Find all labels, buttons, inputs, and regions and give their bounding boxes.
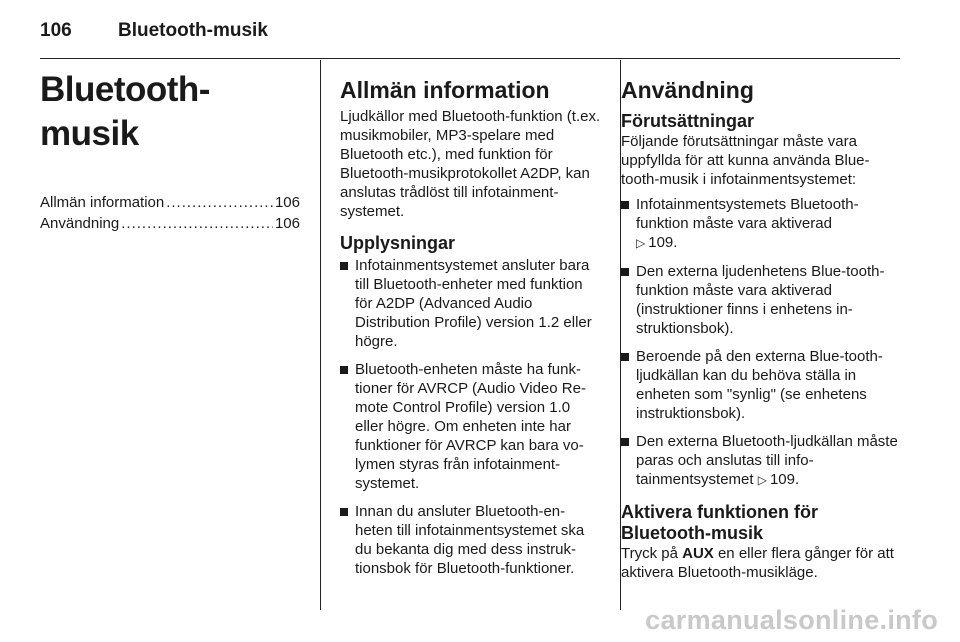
toc-entry-page: 106 — [274, 194, 300, 211]
prereq-intro: Följande förutsättningar måste vara uppfyllda för att kunna använda Blue-tooth-musik i infotainmentsystemet: — [621, 133, 870, 188]
toc-entry[interactable] — [40, 213, 300, 234]
list-item: Den externa Bluetooth-ljudkällan måste paras och anslutas till info-tainmentsystemet ▷ 109. — [621, 432, 903, 490]
column-divider — [320, 60, 321, 610]
page-reference[interactable]: 109. — [769, 471, 800, 488]
general-info-column — [340, 75, 602, 578]
page-number: 106 — [40, 20, 72, 41]
aux-key-label: AUX — [682, 545, 714, 562]
general-intro: Ljudkällor med Bluetooth-funktion (t.ex. musikmobiler, MP3-spelare med Bluetooth etc.), med funktion för Bluetooth-musikprotokollet A2DP, kan anslutas trådlöst till infotainment-systemet. — [340, 108, 601, 220]
list-item: Bluetooth-enheten måste ha funk-tioner för AVRCP (Audio Video Re-mote Control Profile) version 1.0 eller högre. Om enheten inte har funktioner för AVRCP kan bara vo-lymen styras från infotainment-systemet. — [340, 360, 602, 493]
toc-entry-label: Allmän information — [40, 194, 165, 211]
page-reference[interactable]: 109. — [648, 234, 678, 251]
header-rule — [40, 58, 900, 59]
toc-leader-dots — [166, 192, 273, 213]
bullet-square-icon — [340, 262, 348, 270]
toc-entry-page: 106 — [274, 215, 300, 232]
table-of-contents — [40, 192, 300, 234]
notes-list — [340, 256, 602, 578]
toc-leader-dots — [121, 213, 273, 234]
list-item: Den externa ljudenhetens Blue-tooth-funktion måste vara aktiverad (instruktioner finns i enhetens in-struktionsbok). — [621, 262, 903, 338]
chapter-column — [40, 68, 300, 234]
prereq-title: Förutsättningar — [621, 111, 754, 131]
list-item: Infotainmentsystemet ansluter bara till Bluetooth-enheter med funktion för A2DP (Advanced Audio Distribution Profile) version 1.2 eller högre. — [340, 256, 602, 351]
activate-text: Tryck på AUX en eller flera gånger för att aktivera Bluetooth-musikläge. — [621, 545, 894, 581]
page-reference-arrow-icon: ▷ — [636, 236, 646, 250]
list-item: Innan du ansluter Bluetooth-en-heten till infotainmentsystemet ska du bekanta dig med dess instruk-tionsbok för Bluetooth-funktioner. — [340, 502, 602, 578]
list-item: Beroende på den externa Blue-tooth-ljudkällan kan du behöva ställa in enheten som "synlig" (se enhetens instruktionsbok). — [621, 347, 903, 423]
notes-title: Upplysningar — [340, 233, 456, 253]
watermark: carmanualsonline.info — [645, 605, 938, 635]
bullet-square-icon — [621, 201, 629, 209]
toc-entry[interactable] — [40, 192, 300, 213]
bullet-square-icon — [621, 438, 629, 446]
toc-entry-label: Användning — [40, 215, 120, 232]
section-title-usage: Användning — [621, 77, 754, 103]
bullet-square-icon — [340, 366, 348, 374]
usage-column — [621, 75, 903, 582]
section-title-general: Allmän information — [340, 77, 550, 103]
bullet-square-icon — [340, 508, 348, 516]
running-header-title: Bluetooth-musik — [118, 20, 268, 41]
chapter-title: Bluetooth-musik — [40, 70, 210, 153]
activate-title: Aktivera funktionen för Bluetooth-musik — [621, 502, 819, 543]
bullet-square-icon — [621, 353, 629, 361]
bullet-square-icon — [621, 268, 629, 276]
page-reference-arrow-icon: ▷ — [757, 473, 767, 487]
prereq-list — [621, 195, 903, 490]
list-item: Infotainmentsystemets Bluetooth-funktion måste vara aktiverad ▷ 109. — [621, 195, 903, 253]
